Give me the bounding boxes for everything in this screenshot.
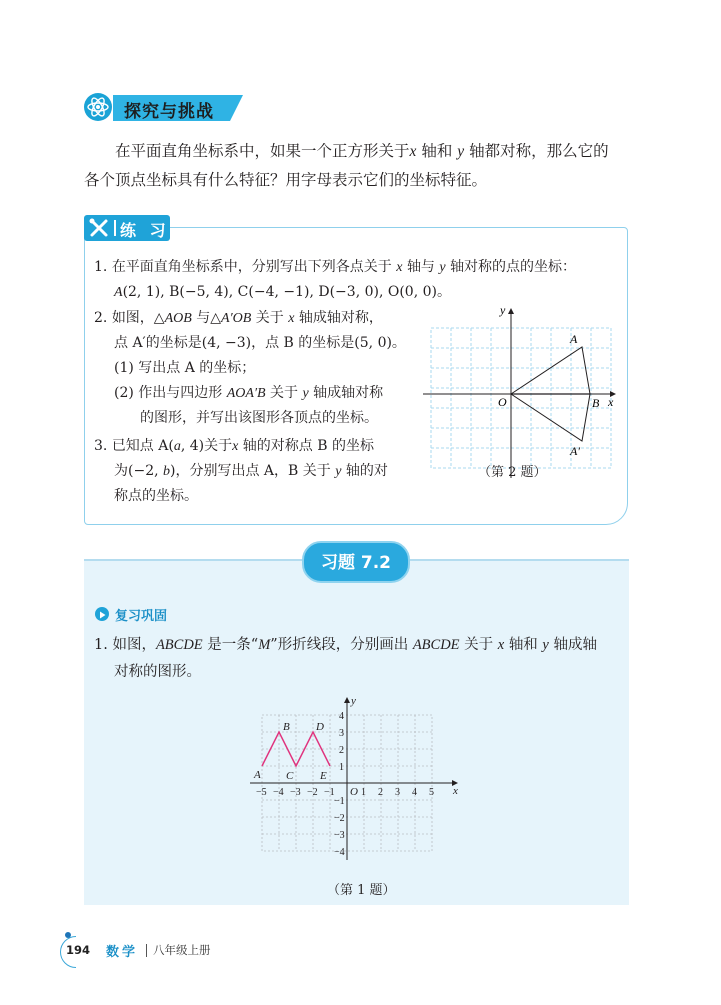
exercise-q1-line2: 对称的图形。 bbox=[114, 664, 201, 680]
figure-1-label-y: y bbox=[351, 695, 356, 707]
practice-q2-sub1: (1) 写出点 A 的坐标； bbox=[114, 360, 256, 376]
footer-subject: 数学 bbox=[106, 945, 139, 960]
figure-1-label-x: x bbox=[453, 785, 458, 797]
x-tick-label: 3 bbox=[395, 787, 400, 798]
practice-q1-points: A(2, 1), B(−5, 4), C(−4, −1), D(−3, 0), O(0, 0)。 bbox=[114, 284, 451, 300]
y-tick-label: 3 bbox=[339, 728, 344, 739]
practice-q2-line1: 2. 如图，△AOB 与△A′OB 关于 x 轴成轴对称， bbox=[94, 310, 383, 326]
figure-2-label-o: O bbox=[498, 395, 507, 409]
practice-q2-line2: 点 A′的坐标是(4, −3)，点 B 的坐标是(5, 0)。 bbox=[114, 335, 406, 351]
y-tick-label: 2 bbox=[339, 745, 344, 756]
review-label: 复习巩固 bbox=[115, 609, 168, 624]
x-tick-label: −3 bbox=[290, 787, 301, 798]
tools-icon bbox=[84, 215, 114, 241]
x-tick-label: 1 bbox=[361, 787, 366, 798]
figure-2-label-x: x bbox=[608, 395, 614, 409]
y-tick-label: 4 bbox=[339, 711, 344, 722]
x-tick-label: 2 bbox=[378, 787, 383, 798]
x-tick-label: 5 bbox=[429, 787, 434, 798]
practice-q2-sub2-cont: 的图形，并写出该图形各顶点的坐标。 bbox=[140, 410, 378, 426]
practice-q2-sub2: (2) 作出与四边形 AOA′B 关于 y 轴成轴对称 bbox=[114, 385, 384, 401]
y-axis-arrow-icon bbox=[508, 308, 514, 314]
figure-1-label-o: O bbox=[350, 786, 358, 798]
play-icon bbox=[95, 607, 109, 621]
page-number: 194 bbox=[66, 943, 91, 957]
figure-1-caption: （第 1 题） bbox=[327, 883, 396, 898]
figure-2-label-a: A bbox=[570, 332, 578, 346]
practice-q3-line1: 3. 已知点 A(a, 4)关于x 轴的对称点 B 的坐标 bbox=[94, 438, 374, 454]
figure-2-grid bbox=[431, 328, 611, 468]
explore-title: 探究与挑战 bbox=[124, 102, 214, 122]
practice-title: 练 习 bbox=[120, 221, 170, 240]
atom-icon bbox=[84, 93, 112, 121]
x-tick-label: −4 bbox=[273, 787, 284, 798]
figure-2-caption: （第 2 题） bbox=[478, 465, 547, 480]
x-tick-label: −2 bbox=[307, 787, 318, 798]
practice-q3-line2: 为(−2, b)，分别写出点 A，B 关于 y 轴的对 bbox=[114, 463, 388, 479]
exercise-title: 习题 7.2 bbox=[320, 553, 392, 573]
figure-2-label-b: B bbox=[592, 396, 600, 410]
explore-paragraph: 在平面直角坐标系中，如果一个正方形关于x 轴和 y 轴都对称，那么它的 各个顶点坐标具有什么特征？用字母表示它们的坐标特征。 bbox=[84, 142, 609, 189]
x-tick-label: −5 bbox=[256, 787, 267, 798]
footer-separator bbox=[146, 944, 147, 957]
y-tick-label: −1 bbox=[334, 796, 345, 807]
exercise-q1-line1: 1. 如图，ABCDE 是一条“M”形折线段，分别画出 ABCDE 关于 x 轴和 y 轴成轴 bbox=[94, 637, 597, 653]
figure-2 bbox=[418, 300, 618, 480]
y-tick-label: 1 bbox=[339, 762, 344, 773]
figure-1-label-e: E bbox=[320, 770, 327, 782]
figure-2-label-a-prime: A′ bbox=[570, 444, 580, 458]
figure-1-label-b: B bbox=[283, 721, 290, 733]
y-tick-label: −4 bbox=[334, 847, 345, 858]
figure-2-label-y: y bbox=[500, 303, 506, 317]
x-tick-label: 4 bbox=[412, 787, 417, 798]
page-number-dot bbox=[65, 932, 71, 938]
figure-1-label-c: C bbox=[286, 770, 294, 782]
figure-1-label-a: A bbox=[254, 769, 261, 781]
y-tick-label: −2 bbox=[334, 813, 345, 824]
y-tick-label: −3 bbox=[334, 830, 345, 841]
x-tick-label: −1 bbox=[324, 787, 335, 798]
figure-1 bbox=[245, 690, 465, 865]
y-axis-arrow-icon bbox=[344, 697, 350, 703]
practice-q1-line1: 1. 在平面直角坐标系中，分别写出下列各点关于 x 轴与 y 轴对称的点的坐标： bbox=[94, 259, 577, 275]
practice-q3-line3: 称点的坐标。 bbox=[114, 488, 198, 504]
figure-1-label-d: D bbox=[316, 721, 324, 733]
footer-grade: 八年级上册 bbox=[153, 943, 211, 957]
